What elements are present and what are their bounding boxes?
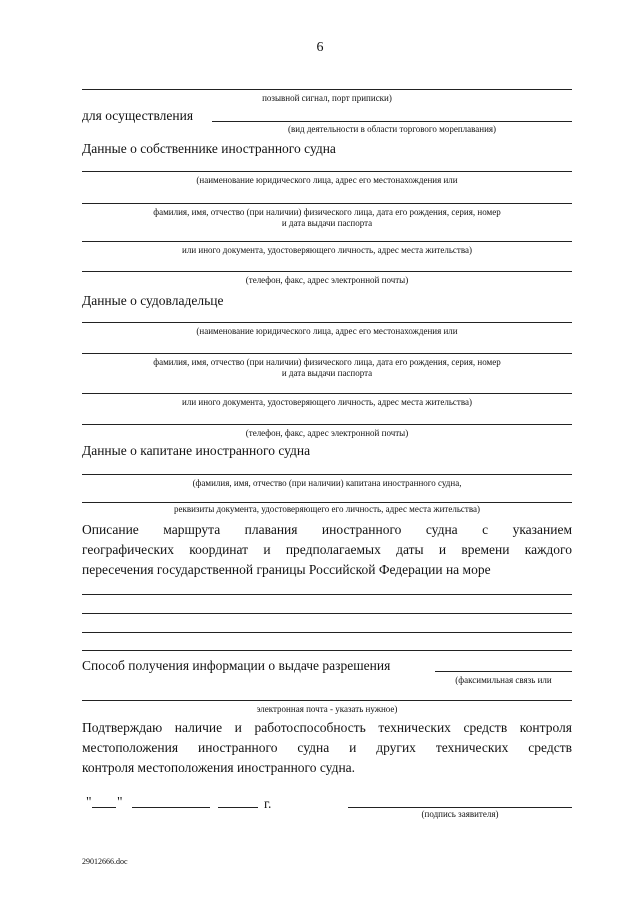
info-method-caption-2: электронная почта - указать нужное) [256,704,398,714]
info-method-caption-1: (факсимильная связь или [455,675,552,685]
owner-caption-2a: фамилия, имя, отчество (при наличии) физического лица, дата его рождения, серия, номер [153,207,501,217]
route-line-3: пересечения государственной границы Российской Федерации на море [82,562,491,577]
route-field-line [82,594,572,595]
activity-label: для осуществления [82,108,194,123]
signature-caption: (подпись заявителя) [421,809,499,819]
activity-caption: (вид деятельности в области торгового мореплавания) [287,124,497,134]
captain-caption-2: реквизиты документа, удостоверяющего его личность, адрес места жительства) [174,504,480,514]
field-line [82,322,572,323]
owner-caption-1: (наименование юридического лица, адрес его местонахождения или [196,175,458,185]
owner-caption-3: или иного документа, удостоверяющего личность, адрес места жительства) [182,245,472,255]
signature-line [348,807,572,808]
page-number: 6 [316,40,324,55]
route-field-line [82,632,572,633]
date-year-line [218,807,258,808]
field-line [82,474,572,475]
route-line-1: Описание маршрута плавания иностранного судна с указанием [82,522,572,537]
field-line [82,700,572,701]
shipowner-caption-3: или иного документа, удостоверяющего личность, адрес места жительства) [182,397,472,407]
info-method-field-line [435,671,572,672]
date-day-line [92,807,116,808]
route-field-line [82,613,572,614]
field-line [82,241,572,242]
owner-caption-2b: и дата выдачи паспорта [281,218,373,228]
captain-caption-1: (фамилия, имя, отчество (при наличии) капитана иностранного судна, [192,478,462,488]
field-line [82,89,572,90]
route-field-line [82,650,572,651]
field-line [82,393,572,394]
route-line-2: географических координат и предполагаемых даты и времени каждого [82,542,572,557]
shipowner-caption-1: (наименование юридического лица, адрес его местонахождения или [196,326,458,336]
shipowner-caption-2b: и дата выдачи паспорта [281,368,373,378]
confirm-paragraph [82,718,572,778]
route-paragraph [82,520,572,580]
header-caption: позывной сигнал, порт приписки) [262,93,392,103]
field-line [82,203,572,204]
shipowner-caption-2a: фамилия, имя, отчество (при наличии) физического лица, дата его рождения, серия, номер [153,357,501,367]
date-month-line [132,807,210,808]
year-suffix: г. [264,796,272,811]
shipowner-caption-4: (телефон, факс, адрес электронной почты) [245,428,409,438]
confirm-line-3: контроля местоположения иностранного судна. [82,760,356,775]
shipowner-title: Данные о судовладельце [82,293,224,308]
info-method-label: Способ получения информации о выдаче разрешения [82,658,391,673]
confirm-line-2: местоположения иностранного судна и других технических средств [82,740,572,755]
field-line [82,424,572,425]
field-line [82,353,572,354]
field-line [82,502,572,503]
field-line [82,171,572,172]
activity-field-line [212,121,572,122]
owner-title: Данные о собственнике иностранного судна [82,141,336,156]
date-quote-open: " [86,794,92,809]
captain-title: Данные о капитане иностранного судна [82,443,311,458]
date-quote-close: " [117,794,123,809]
confirm-line-1: Подтверждаю наличие и работоспособность технических средств контроля [82,720,572,735]
field-line [82,271,572,272]
footer-file-name: 29012666.doc [82,857,128,866]
owner-caption-4: (телефон, факс, адрес электронной почты) [245,275,409,285]
